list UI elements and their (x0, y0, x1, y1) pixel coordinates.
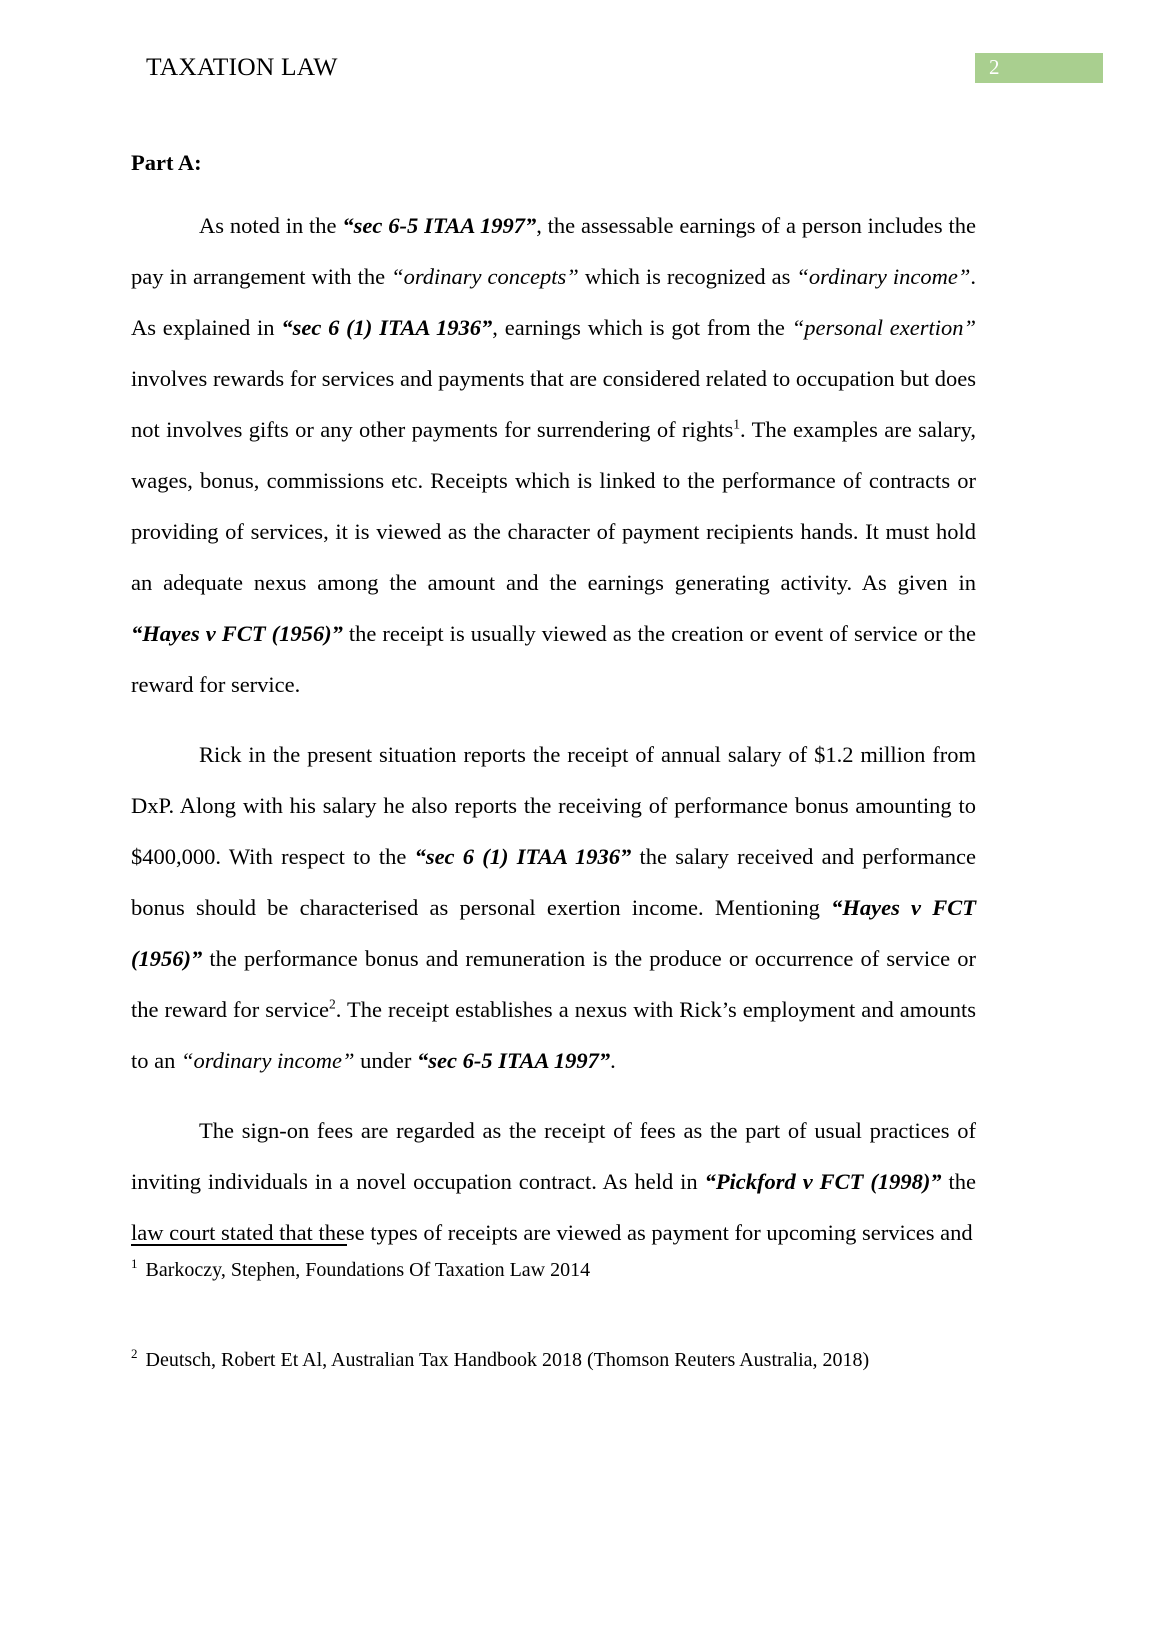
body-text: under (354, 1048, 418, 1073)
footnote-list (131, 1255, 991, 1375)
paragraph-list (131, 200, 976, 1258)
page-number-text: 2 (989, 55, 1000, 79)
body-text: As noted in the (199, 213, 343, 238)
section-heading-part-a: Part A: (131, 150, 202, 175)
body-text: the performance bonus and remuneration is the produce or occurrence of service or the reward for service (131, 946, 976, 1022)
statute-reference: “sec 6-5 ITAA 1997” (342, 213, 537, 238)
para-3 (131, 1105, 976, 1258)
body-text: the law court stated that these types of receipts are viewed as payment for upcoming services and (131, 1169, 976, 1245)
quoted-term: “personal exertion” (791, 315, 976, 340)
statute-reference: “sec 6 (1) ITAA 1936” (414, 844, 632, 869)
body-text: the salary received and performance bonus should be characterised as personal exertion income. Mentioning (131, 844, 976, 920)
body-text: . The receipt establishes a nexus with Rick’s employment and amounts to an (131, 997, 977, 1073)
body-text: . The examples are salary, wages, bonus, commissions etc. Receipts which is linked to the performance of contracts or providing of services, it is viewed as the character of payment recipients hands. It must hold an adequate nexus among the amount and the earnings generating activity. As given in (131, 417, 976, 595)
footnote-number: 1 (131, 1256, 138, 1272)
footnote-text: Barkoczy, Stephen, Foundations Of Taxation Law 2014 (140, 1259, 591, 1281)
statute-reference: “sec 6 (1) ITAA 1936” (281, 315, 493, 340)
body-text: The sign-on fees are regarded as the receipt of fees as the part of usual practices of inviting individuals in a novel occupation contract. As held in (131, 1118, 976, 1194)
quoted-term: “ordinary concepts” (391, 264, 579, 289)
document-body (131, 148, 976, 1258)
para-2 (131, 729, 976, 1086)
footnote-1 (131, 1255, 991, 1285)
body-text: Rick in the present situation reports the receipt of annual salary of $1.2 million from DxP. Along with his salary he also reports the receiving of performance bonus amounting to $400,000. With respect to the (131, 742, 976, 869)
body-text: involves rewards for services and payments that are considered related to occupation but does not involves gifts or any other payments for surrendering of rights (131, 366, 976, 442)
page-header (0, 50, 1158, 90)
body-text: the receipt is usually viewed as the creation or event of service or the reward for service. (131, 621, 976, 697)
footnote-marker[interactable]: 2 (328, 996, 336, 1012)
quoted-term: “ordinary income” (796, 264, 971, 289)
footnote-text: Deutsch, Robert Et Al, Australian Tax Handbook 2018 (Thomson Reuters Australia, 2018) (140, 1349, 870, 1371)
page-number-badge (975, 53, 1103, 83)
body-text: which is recognized as (578, 264, 797, 289)
footnote-separator-rule (131, 1244, 347, 1246)
statute-reference: “Hayes v FCT (1956)” (131, 895, 976, 971)
statute-reference: “sec 6-5 ITAA 1997” (417, 1048, 611, 1073)
quoted-term: “ordinary income” (181, 1048, 355, 1073)
footnote-number: 2 (131, 1346, 138, 1362)
footnote-marker[interactable]: 1 (733, 416, 741, 432)
body-text: . As explained in (131, 264, 976, 340)
footnote-section (131, 1244, 991, 1375)
statute-reference: “Hayes v FCT (1956)” (131, 621, 343, 646)
header-title: TAXATION LAW (146, 52, 338, 81)
body-text: . (610, 1048, 616, 1073)
statute-reference: “Pickford v FCT (1998)” (704, 1169, 942, 1194)
body-text: , earnings which is got from the (492, 315, 792, 340)
para-1 (131, 200, 976, 710)
footnote-2 (131, 1345, 991, 1375)
body-text: , the assessable earnings of a person includes the pay in arrangement with the (131, 213, 976, 289)
